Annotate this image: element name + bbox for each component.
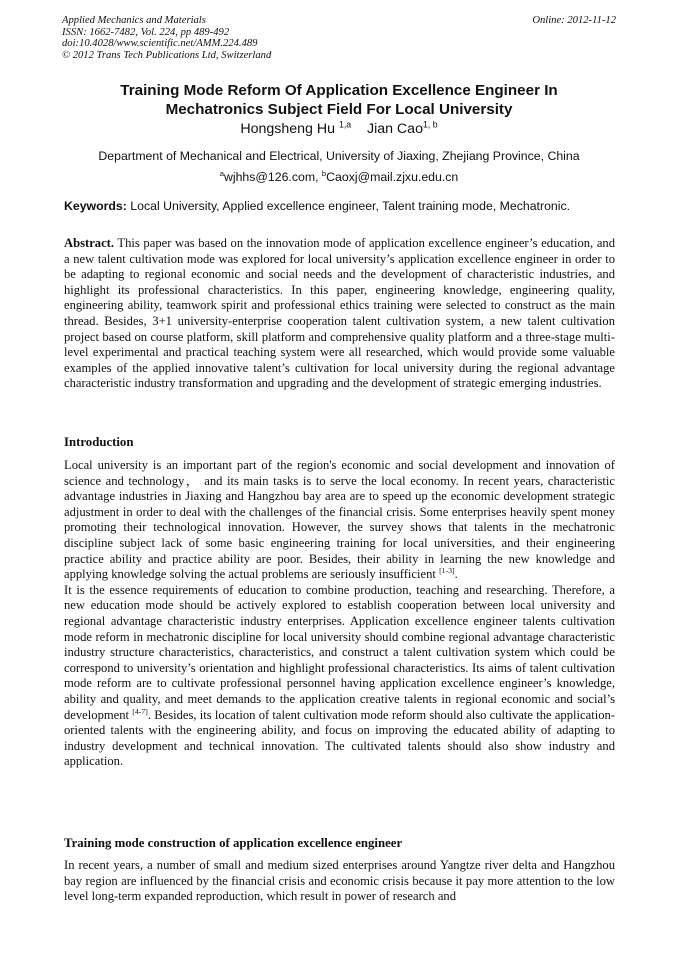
keywords: [64, 199, 616, 213]
section-heading-training-mode: Training mode construction of application excellence engineer: [64, 836, 403, 850]
paper-title: [40, 81, 638, 119]
intro-p1-text: Local university is an important part of the region's economic and social development and innovation of science and technology， and its main tasks is to serve the local economy. In recent years, characteristic advantage industries in Jiaxing and Hangzhou bay area are to speed up the economic development strategic adjustment in order to deal with the challenges of the financial crisis. Some enterprises heavily spent money promoting their technological innovation. However, the survey shows that talents in the mechatronic discipline subject lack of some basic engineering training for local universities, and their engineering practice ability and practice ability are poor. Besides, their ability in learning the new knowledge and applying knowledge solving the actual problems are seriously insufficient: [64, 458, 615, 582]
journal-header: [62, 15, 616, 61]
training-mode-body: [64, 858, 615, 905]
author-1-affil-mark: 1,a: [338, 119, 352, 130]
title-line-1: Training Mode Reform Of Application Excellence Engineer In: [120, 82, 558, 99]
abstract-text: This paper was based on the innovation mode of application excellence engineer’s education, and a new talent cultivation mode was explored for local university’s application excellence engineer in order to be adapting to regional economic and social needs and the development of characteristic industries, and highlight its professional characteristics. In this paper, engineering knowledge, engineering quality, engineering ability, teamwork spirit and professional ethics training were selected to construct as the main thread. Besides, 3+1 university-enterprise cooperation talent cultivation system, a new talent cultivation project based on course platform, skill platform and comprehensive quality platform and a three-stage multi-level experimental and practical teaching system were all researched, which would provide some valuable examples of the applied innovative talent’s cultivation for local university during the regional advantage characteristic industry transformation and upgrading and the development of strategic emerging industries.: [64, 236, 616, 391]
intro-paragraph-2: [64, 583, 615, 770]
affiliation: Department of Mechanical and Electrical, University of Jiaxing, Zhejiang Province, China: [98, 149, 580, 163]
abstract-label: Abstract.: [64, 236, 115, 250]
citation-1-3[interactable]: [1-3]: [439, 565, 455, 575]
author-emails: [0, 170, 678, 184]
author-2-affil-mark: 1, b: [422, 119, 438, 130]
author-1-name: Hongsheng Hu: [240, 121, 335, 137]
introduction-body: [64, 458, 615, 770]
email-b-mark: b: [321, 168, 327, 178]
journal-name: Applied Mechanics and Materials: [62, 15, 206, 26]
email-a-mark: a: [219, 168, 224, 178]
citation-4-7[interactable]: [4-7]: [132, 706, 148, 716]
intro-p2-text: It is the essence requirements of education to combine production, teaching and researching. Therefore, a new education mode should be actively explored to establish cooperation between local university and regional advantage characteristic industry enterprises. Application excellence engineer talents cultivation mode reform in mechatronic discipline for local university should combine regional advantage characteristic industry structure characteristics, characteristics, and construct a talent cultivation system which could be correspond to university’s orientation and highlight professional characteristics. Its aims of talent cultivation mode reform are to cultivate professional personnel having application excellence engineer’s knowledge, ability and quality, and meet demands to the application creative talents in regional economic and social’s development: [64, 582, 615, 722]
training-paragraph-1: In recent years, a number of small and medium sized enterprises around Yangtze river delta and Hangzhou bay region are influenced by the financial crisis and economic crisis because it pay more attention to the low level long-term expanded reproduction, which result in power of research and: [64, 858, 615, 904]
intro-p2-end: . Besides, its location of talent cultivation mode reform should also cultivate the application-oriented talents with the engineering ability, and focus on improving the educated ability of adapting to industry development and technical innovation. The cultivated talents should also show industry and application.: [64, 707, 615, 769]
journal-issn: ISSN: 1662-7482, Vol. 224, pp 489-492: [62, 26, 230, 38]
intro-paragraph-1: [64, 458, 615, 583]
author-2-name: Jian Cao: [366, 121, 423, 137]
title-line-2: Mechatronics Subject Field For Local University: [165, 101, 513, 118]
author-list: [0, 121, 678, 137]
section-heading-introduction: Introduction: [64, 435, 134, 449]
intro-p1-end: .: [454, 567, 458, 582]
abstract: [64, 236, 615, 392]
email-b[interactable]: Caoxj@mail.zjxu.edu.cn: [326, 170, 459, 184]
journal-doi: doi:10.4028/www.scientific.net/AMM.224.489: [62, 38, 258, 49]
online-date: Online: 2012-11-12: [532, 15, 616, 26]
keywords-label: Keywords:: [64, 199, 127, 213]
email-a[interactable]: wjhhs@126.com,: [223, 170, 319, 184]
journal-copyright: © 2012 Trans Tech Publications Ltd, Switzerland: [62, 49, 272, 61]
keywords-text: Local University, Applied excellence engineer, Talent training mode, Mechatronic.: [130, 199, 571, 213]
